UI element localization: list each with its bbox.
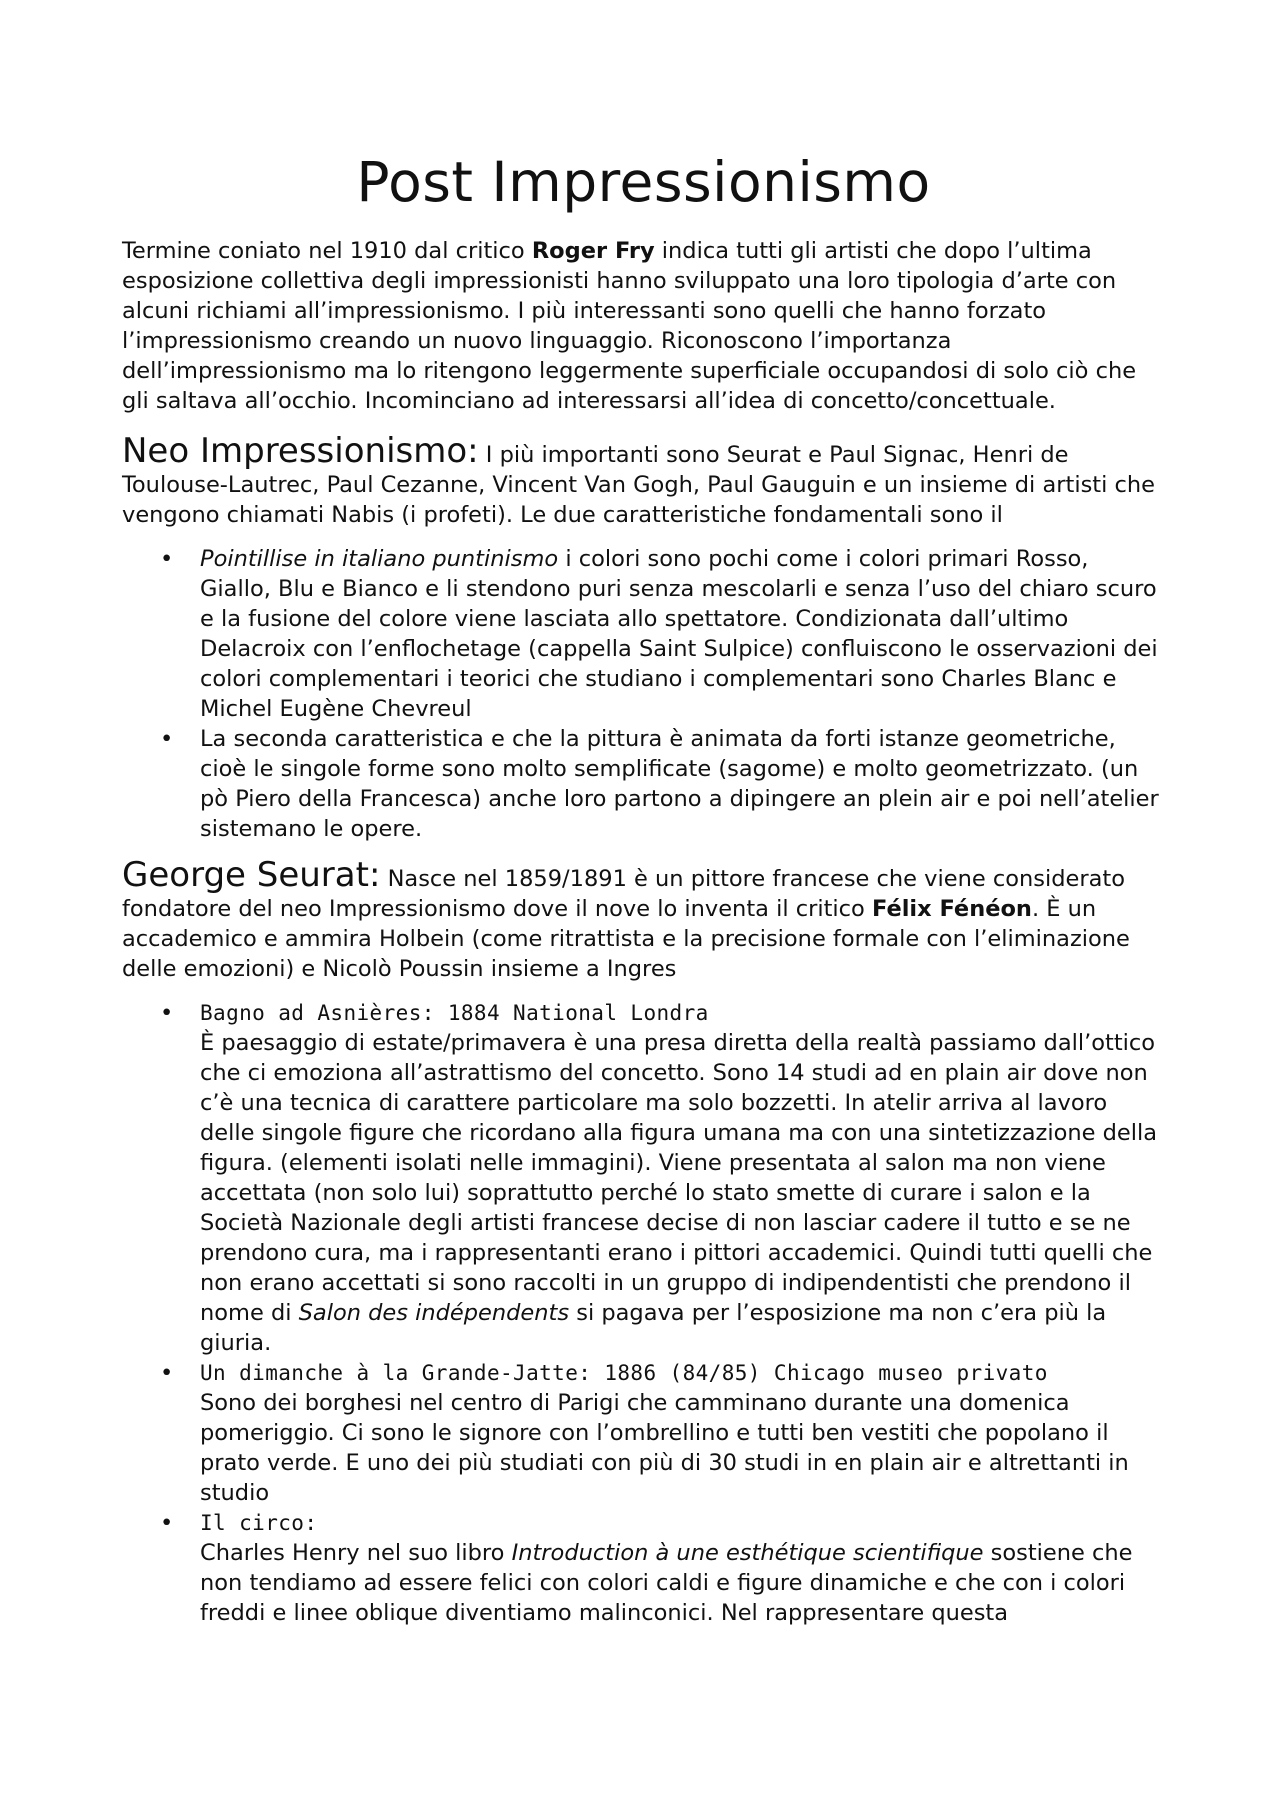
bullet-icon: • <box>160 1360 174 1386</box>
felix-feneon-name: Félix Fénéon <box>871 896 1032 922</box>
list-item: • Bagno ad Asnières: 1884 National Londra È paesaggio di estate/primavera è una presa diretta della realtà passiamo dall’ottico che ci emoziona all’astrattismo del concetto. Sono 14 studi ad en plain air dove non c’è una tecnica di carattere particolare ma solo bozzetti. In atelir arriva al lavoro delle singole figure che ricordano alla figura umana ma con una sintetizzazione della figura. (elementi isolati nelle immagini). Viene presentata al salon ma non viene accettata (non solo lui) soprattutto perché lo stato smette di curare i salon e la Società Nazionale degli artisti francese decise di non lasciar cadere il tutto e se ne prendono cura, ma i rappresentanti erano i pittori accademici. Quindi tutti quelli che non erano accettati si sono raccolti in un gruppo di indipendentisti che prendono il nome di Salon des indépendents si pagava per l’esposizione ma non c’era più la giuria. <box>200 998 1165 1358</box>
neo-impressionismo-heading: Neo Impressionismo <box>122 431 468 471</box>
bullet-icon: • <box>160 1510 174 1536</box>
work-title: Bagno ad Asnières: 1884 National Londra <box>200 1001 709 1025</box>
page-title: Post Impressionismo <box>356 150 931 214</box>
bullet-icon: • <box>160 546 174 572</box>
neo-impressionismo-paragraph: Neo Impressionismo: I più importanti sono Seurat e Paul Signac, Henri de Toulouse-Lautrec, Paul Cezanne, Vincent Van Gogh, Paul Gauguin e un insieme di artisti che vengono chiamati Nabis (i profeti). Le due caratteristiche fondamentali sono il <box>122 431 1155 528</box>
seurat-heading: George Seurat <box>122 855 369 895</box>
work-title: Un dimanche à la Grande-Jatte: 1886 (84/85) Chicago museo privato <box>200 1361 1048 1385</box>
intro-paragraph: Termine coniato nel 1910 dal critico Roger Fry indica tutti gli artisti che dopo l’ultima esposizione collettiva degli impressionisti hanno sviluppato una loro tipologia d’arte con alcuni richiami all’impressionismo. I più interessanti sono quelli che hanno forzato l’impressionismo creando un nuovo linguaggio. Riconoscono l’importanza dell’impressionismo ma lo ritengono leggermente superficiale occupandosi di solo ciò che gli saltava all’occhio. Incominciano ad interessarsi all’idea di concetto/concettuale. <box>122 238 1137 414</box>
seurat-paragraph: George Seurat: Nasce nel 1859/1891 è un pittore francese che viene considerato fondatore del neo Impressionismo dove il nove lo inventa il critico Félix Fénéon. È un accademico e ammira Holbein (come ritrattista e la precisione formale con l’eliminazione delle emozioni) e Nicolò Poussin insieme a Ingres <box>122 855 1130 982</box>
list-item: • La seconda caratteristica e che la pittura è animata da forti istanze geometriche, cioè le singole forme sono molto semplificate (sagome) e molto geometrizzato. (un pò Piero della Francesca) anche loro partono a dipingere an plein air e poi nell’atelier sistemano le opere. <box>160 726 1159 842</box>
seurat-works-list <box>122 998 1165 1628</box>
list-item: • Un dimanche à la Grande-Jatte: 1886 (84/85) Chicago museo privato Sono dei borghesi nel centro di Parigi che camminano durante una domenica pomeriggio. Ci sono le signore con l’ombrellino e tutti ben vestiti che popolano il prato verde. E uno dei più studiati con più di 30 studi in en plain air e altrettanti in studio <box>200 1358 1165 1508</box>
neo-characteristics-list <box>122 544 1165 844</box>
list-item: • Il circo: Charles Henry nel suo libro Introduction à une esthétique scientifique sostiene che non tendiamo ad essere felici con colori caldi e figure dinamiche e che con i colori freddi e linee oblique diventiamo malinconici. Nel rappresentare questa <box>200 1508 1165 1628</box>
roger-fry-name: Roger Fry <box>531 238 655 264</box>
work-title: Il circo: <box>200 1511 318 1535</box>
list-item: • Pointillise in italiano puntinismo i colori sono pochi come i colori primari Rosso, Giallo, Blu e Bianco e li stendono puri senza mescolarli e senza l’uso del chiaro scuro e la fusione del colore viene lasciata allo spettatore. Condizionata dall’ultimo Delacroix con l’enflochetage (cappella Saint Sulpice) confluiscono le osservazioni dei colori complementari i teorici che studiano i complementari sono Charles Blanc e Michel Eugène Chevreul <box>160 546 1158 722</box>
bullet-icon: • <box>160 726 174 752</box>
bullet-icon: • <box>160 1000 174 1026</box>
